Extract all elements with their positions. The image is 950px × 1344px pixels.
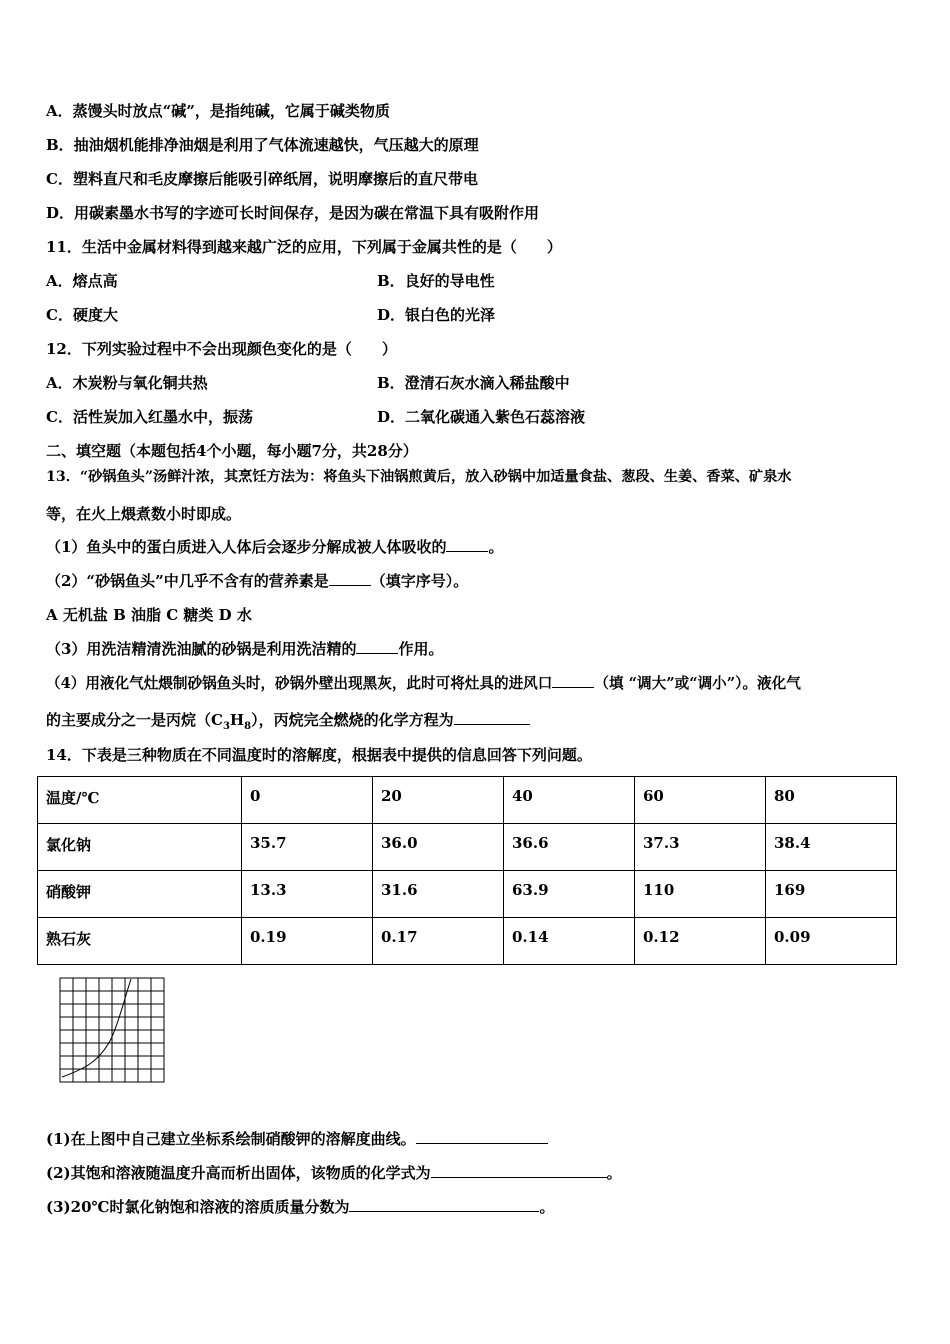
option-10d: D．用碳素墨水书写的字迹可长时间保存，是因为碳在常温下具有吸附作用 bbox=[46, 204, 540, 222]
table-cell: 13.3 bbox=[242, 871, 373, 918]
solubility-grid-figure bbox=[59, 977, 167, 1087]
table-cell: 35.7 bbox=[242, 824, 373, 871]
option-11b: B．良好的导电性 bbox=[377, 272, 495, 290]
answer-blank[interactable] bbox=[416, 1129, 548, 1144]
sub3-end: 。 bbox=[539, 1198, 555, 1216]
subquestion-1 bbox=[46, 1129, 548, 1149]
table-row bbox=[38, 824, 897, 871]
answer-blank[interactable] bbox=[431, 1163, 607, 1178]
table-row bbox=[38, 777, 897, 824]
question-13-line2: 等，在火上煨煮数小时即成。 bbox=[46, 505, 242, 523]
question-14: 14．下表是三种物质在不同温度时的溶解度，根据表中提供的信息回答下列问题。 bbox=[46, 746, 592, 764]
table-cell: 0.14 bbox=[504, 918, 635, 965]
answer-blank[interactable] bbox=[446, 537, 488, 552]
part2-text: （2）“砂锅鱼头”中几乎不含有的营养素是 bbox=[46, 572, 329, 590]
table-cell: 0 bbox=[242, 777, 373, 824]
sub1-text: (1)在上图中自己建立坐标系绘制硝酸钾的溶解度曲线。 bbox=[46, 1130, 416, 1148]
grid-lines bbox=[60, 978, 164, 1082]
option-10b: B．抽油烟机能排净油烟是利用了气体流速越快，气压越大的原理 bbox=[46, 136, 479, 154]
answer-blank[interactable] bbox=[329, 571, 371, 586]
answer-blank[interactable] bbox=[356, 639, 398, 654]
sub2-end: 。 bbox=[606, 1164, 622, 1182]
table-cell: 110 bbox=[635, 871, 766, 918]
table-row bbox=[38, 871, 897, 918]
subquestion-2 bbox=[46, 1163, 622, 1183]
section-heading: 二、填空题（本题包括4个小题，每小题7分，共28分） bbox=[46, 442, 418, 460]
question-13-part2 bbox=[46, 571, 468, 591]
subscript-8: 8 bbox=[244, 721, 252, 732]
sub3-text: (3)20℃时氯化钠饱和溶液的溶质质量分数为 bbox=[46, 1198, 350, 1216]
table-cell: 20 bbox=[373, 777, 504, 824]
sub2-text: (2)其饱和溶液随温度升高而析出固体，该物质的化学式为 bbox=[46, 1164, 431, 1182]
part3-end: 作用。 bbox=[398, 640, 444, 658]
table-cell: 硝酸钾 bbox=[38, 871, 242, 918]
subscript-3: 3 bbox=[222, 721, 230, 732]
part1-text: （1）鱼头中的蛋白质进入人体后会逐步分解成被人体吸收的 bbox=[46, 538, 447, 556]
question-11: 11．生活中金属材料得到越来越广泛的应用，下列属于金属共性的是（ ） bbox=[46, 238, 562, 256]
answer-blank[interactable] bbox=[552, 673, 594, 688]
table-cell: 熟石灰 bbox=[38, 918, 242, 965]
formula-h: H bbox=[229, 711, 245, 729]
answer-blank[interactable] bbox=[349, 1197, 539, 1212]
part1-end: 。 bbox=[488, 538, 504, 556]
formula-text: 的主要成分之一是丙烷（C bbox=[46, 711, 223, 729]
solubility-curve bbox=[62, 979, 131, 1077]
question-12: 12．下列实验过程中不会出现颜色变化的是（ ） bbox=[46, 340, 397, 358]
option-12b: B．澄清石灰水滴入稀盐酸中 bbox=[377, 374, 570, 392]
table-cell: 0.17 bbox=[373, 918, 504, 965]
table-cell: 63.9 bbox=[504, 871, 635, 918]
part2-end: （填字序号）。 bbox=[370, 572, 469, 590]
option-12d: D．二氧化碳通入紫色石蕊溶液 bbox=[377, 408, 586, 426]
table-cell: 40 bbox=[504, 777, 635, 824]
solubility-table bbox=[37, 776, 897, 965]
table-cell: 0.12 bbox=[635, 918, 766, 965]
question-13-part4 bbox=[46, 673, 801, 694]
question-13-part4-line2 bbox=[46, 710, 530, 737]
table-cell: 37.3 bbox=[635, 824, 766, 871]
table-cell: 169 bbox=[766, 871, 897, 918]
part4-end: （填 “调大”或“调小”）。液化气 bbox=[594, 675, 801, 692]
answer-blank[interactable] bbox=[454, 710, 530, 725]
table-cell: 36.0 bbox=[373, 824, 504, 871]
question-13-part1 bbox=[46, 537, 503, 557]
table-cell: 31.6 bbox=[373, 871, 504, 918]
option-12a: A．木炭粉与氧化铜共热 bbox=[46, 374, 208, 392]
table-cell: 38.4 bbox=[766, 824, 897, 871]
question-13-part3 bbox=[46, 639, 443, 659]
subquestion-3 bbox=[46, 1197, 555, 1217]
table-cell: 氯化钠 bbox=[38, 824, 242, 871]
option-11c: C．硬度大 bbox=[46, 306, 118, 324]
option-12c: C．活性炭加入红墨水中，振荡 bbox=[46, 408, 253, 426]
table-cell: 80 bbox=[766, 777, 897, 824]
option-10c: C．塑料直尺和毛皮摩擦后能吸引碎纸屑，说明摩擦后的直尺带电 bbox=[46, 170, 478, 188]
table-cell: 36.6 bbox=[504, 824, 635, 871]
table-cell: 0.09 bbox=[766, 918, 897, 965]
option-11d: D．银白色的光泽 bbox=[377, 306, 496, 324]
table-cell: 60 bbox=[635, 777, 766, 824]
formula-end: ），丙烷完全燃烧的化学方程为 bbox=[251, 711, 454, 729]
question-13-options: A 无机盐 B 油脂 C 糖类 D 水 bbox=[46, 606, 252, 624]
table-cell: 温度/℃ bbox=[38, 777, 242, 824]
part3-text: （3）用洗洁精清洗油腻的砂锅是利用洗洁精的 bbox=[46, 640, 357, 658]
option-10a: A．蒸馒头时放点“碱”，是指纯碱，它属于碱类物质 bbox=[46, 102, 390, 120]
question-13-line1: 13．“砂锅鱼头”汤鲜汁浓，其烹饪方法为：将鱼头下油锅煎黄后，放入砂锅中加适量食盐、葱段、生姜、香菜、矿泉水 bbox=[46, 469, 792, 485]
table-cell: 0.19 bbox=[242, 918, 373, 965]
table-row bbox=[38, 918, 897, 965]
option-11a: A．熔点高 bbox=[46, 272, 118, 290]
part4-text: （4）用液化气灶煨制砂锅鱼头时，砂锅外壁出现黑灰，此时可将灶具的进风口 bbox=[46, 675, 553, 692]
